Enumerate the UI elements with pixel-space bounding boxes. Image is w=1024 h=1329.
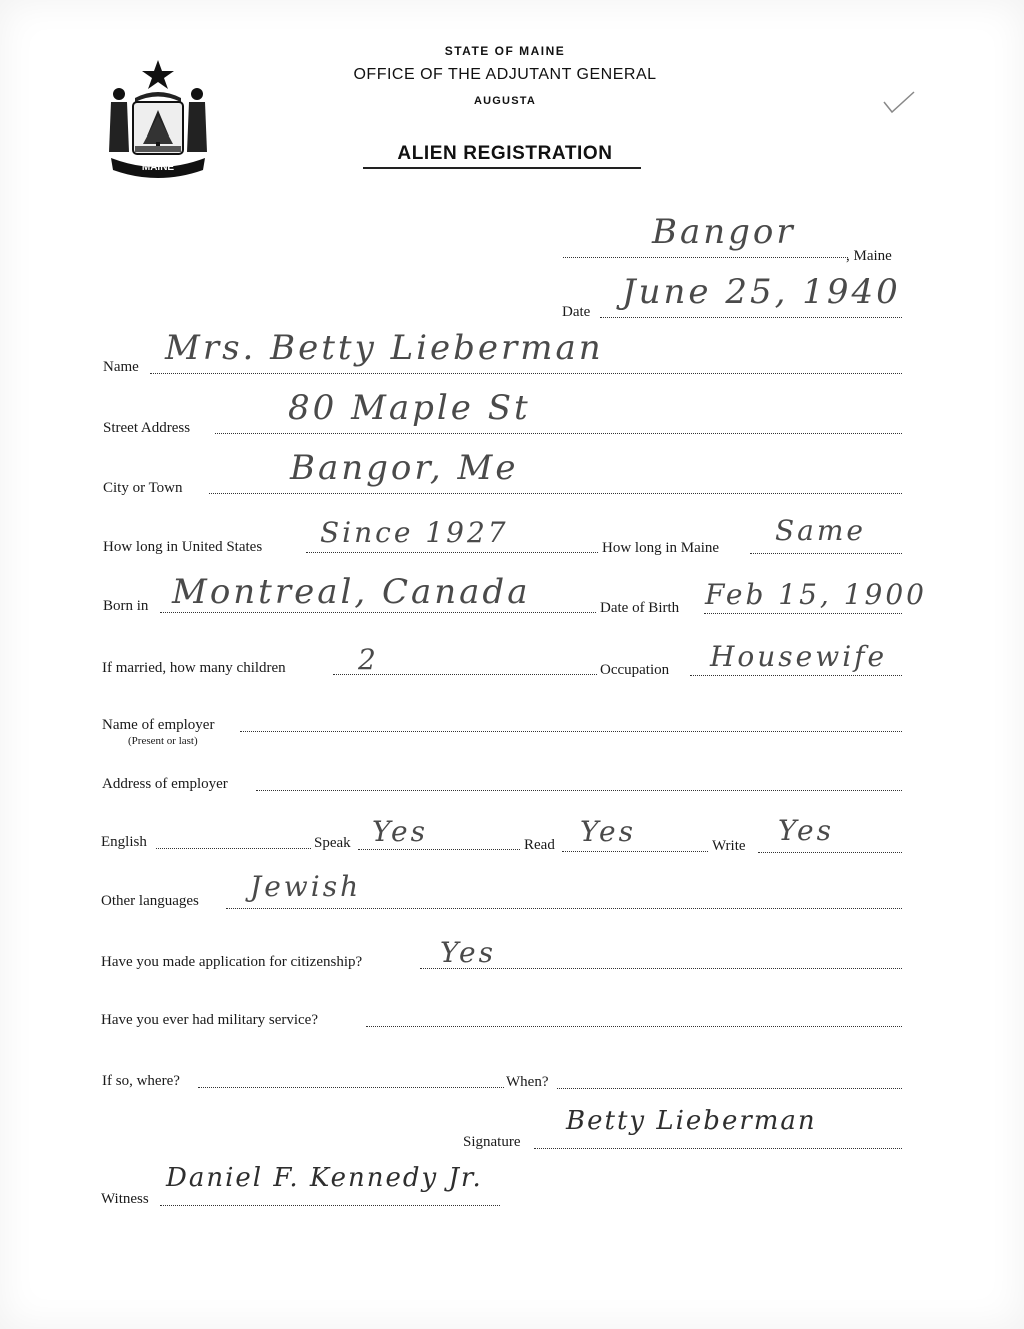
header-office: OFFICE OF THE ADJUTANT GENERAL [353, 66, 657, 83]
children-label: If married, how many children [102, 660, 286, 676]
speak-label: Speak [314, 835, 351, 851]
speak-line [358, 849, 520, 850]
name-line [150, 373, 902, 374]
seal-text: MAINE [141, 162, 175, 173]
occupation-label: Occupation [600, 662, 670, 678]
read-value: Yes [580, 815, 636, 848]
signature-label: Signature [463, 1134, 521, 1150]
citizenship-label: Have you made application for citizenship? [101, 954, 363, 970]
how-long-us-line [306, 552, 598, 553]
other-languages-label: Other languages [101, 893, 199, 909]
street-line [215, 433, 902, 434]
place-line [563, 257, 848, 258]
title-underline [363, 167, 641, 169]
employer-line [240, 731, 902, 732]
header-state: STATE OF MAINE [444, 44, 566, 58]
other-languages-value: Jewish [250, 870, 362, 903]
signature-line [534, 1148, 902, 1149]
read-label: Read [524, 837, 555, 853]
street-value: 80 Maple St [288, 388, 531, 428]
write-line [758, 852, 902, 853]
how-long-maine-value: Same [775, 514, 866, 547]
date-value: June 25, 1940 [622, 272, 901, 312]
date-of-birth-line [704, 613, 902, 614]
military-line [366, 1026, 902, 1027]
how-long-us-label: How long in United States [103, 539, 263, 555]
born-in-line [160, 612, 596, 613]
children-value: 2 [358, 643, 379, 676]
born-in-label: Born in [103, 598, 149, 614]
when-label: When? [506, 1074, 549, 1090]
date-of-birth-label: Date of Birth [600, 600, 680, 616]
witness-value: Daniel F. Kennedy Jr. [166, 1163, 483, 1193]
city-line [209, 493, 902, 494]
name-label: Name [103, 359, 139, 375]
read-line [562, 851, 708, 852]
check-mark-icon [880, 88, 920, 118]
english-line [156, 848, 311, 849]
date-label: Date [562, 304, 591, 320]
name-value: Mrs. Betty Lieberman [165, 328, 604, 368]
witness-label: Witness [101, 1191, 149, 1207]
write-value: Yes [778, 814, 834, 847]
employer-address-label: Address of employer [102, 776, 228, 792]
occupation-value: Housewife [710, 640, 888, 673]
how-long-us-value: Since 1927 [320, 516, 509, 549]
citizenship-value: Yes [440, 936, 496, 969]
city-label: City or Town [103, 480, 183, 496]
date-of-birth-value: Feb 15, 1900 [705, 578, 927, 611]
speak-value: Yes [372, 815, 428, 848]
maine-label: , Maine [846, 248, 892, 264]
witness-line [160, 1205, 500, 1206]
military-label: Have you ever had military service? [101, 1012, 318, 1028]
city-value: Bangor, Me [290, 448, 519, 488]
where-label: If so, where? [102, 1073, 180, 1089]
employer-address-line [256, 790, 902, 791]
write-label: Write [712, 838, 746, 854]
form-title: ALIEN REGISTRATION [397, 143, 613, 164]
place-value: Bangor [652, 212, 796, 252]
english-label: English [101, 834, 147, 850]
when-line [557, 1088, 902, 1089]
employer-label: Name of employer [102, 717, 215, 733]
street-label: Street Address [103, 420, 191, 436]
header-city: AUGUSTA [474, 95, 536, 107]
born-in-value: Montreal, Canada [172, 572, 531, 612]
other-languages-line [226, 908, 902, 909]
employer-note: (Present or last) [128, 735, 198, 747]
where-line [198, 1087, 504, 1088]
how-long-maine-label: How long in Maine [602, 540, 720, 556]
occupation-line [690, 675, 902, 676]
date-line [600, 317, 902, 318]
how-long-maine-line [750, 553, 902, 554]
signature-value: Betty Lieberman [566, 1106, 817, 1136]
